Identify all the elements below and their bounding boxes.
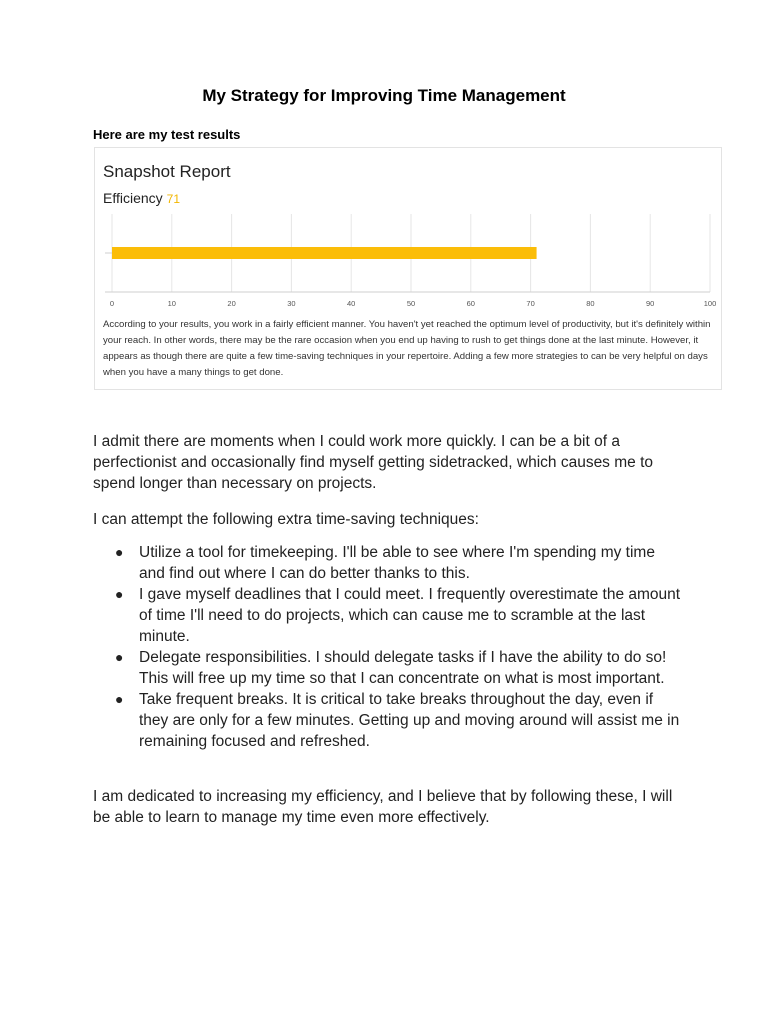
- bullet-icon: ●: [115, 586, 124, 602]
- technique-text: Take frequent breaks. It is critical to take breaks throughout the day, even if they are only for a few minutes. Getting up and moving around will assist me in remaining focused and refreshed.: [139, 691, 680, 750]
- x-tick-label: 90: [646, 299, 655, 308]
- report-description: According to your results, you work in a fairly efficient manner. You haven't yet reached the optimum level of productivity, but it's definitely within your reach. In other words, there may be the rare occasion when you end up having to rush to get things done at the last minute. However, it appears as though there are quite a few time-saving techniques in your repertoire. Adding a few more strategies to can be very helpful on days when you have a many things to get done.: [103, 319, 711, 378]
- report-title: Snapshot Report: [103, 162, 231, 181]
- bullet-icon: ●: [115, 691, 124, 707]
- x-tick-label: 40: [347, 299, 356, 308]
- x-tick-label: 30: [287, 299, 296, 308]
- document-title: My Strategy for Improving Time Management: [202, 86, 566, 105]
- x-tick-label: 10: [167, 299, 176, 308]
- x-tick-label: 80: [586, 299, 595, 308]
- x-tick-label: 20: [227, 299, 236, 308]
- x-tick-label: 0: [109, 299, 115, 308]
- x-tick-label: 60: [466, 299, 475, 308]
- x-tick-label: 70: [526, 299, 535, 308]
- technique-item: [93, 689, 683, 752]
- x-tick-label: 100: [703, 299, 717, 308]
- metric-value: 71: [166, 192, 181, 206]
- x-tick-label: 50: [406, 299, 416, 308]
- technique-item: [93, 584, 683, 647]
- paragraph-intro: I admit there are moments when I could work more quickly. I can be a bit of a perfectionist and occasionally find myself getting sidetracked, which causes me to spend longer than necessary on projects.: [93, 433, 654, 492]
- bar-efficiency: [112, 247, 537, 259]
- paragraph-techniques-lead: I can attempt the following extra time-saving techniques:: [93, 511, 479, 528]
- bullet-icon: ●: [115, 544, 124, 560]
- paragraph-conclusion: I am dedicated to increasing my efficiency, and I believe that by following these, I will be able to learn to manage my time even more effectively.: [93, 788, 673, 826]
- test-results-heading: Here are my test results: [93, 127, 241, 142]
- metric-label: Efficiency: [103, 190, 163, 206]
- snapshot-report-card: [94, 147, 722, 390]
- efficiency-metric: [103, 190, 180, 206]
- technique-text: Delegate responsibilities. I should delegate tasks if I have the ability to do so! This will free up my time so that I can concentrate on what is most important.: [139, 649, 667, 687]
- efficiency-bar-chart: [95, 212, 721, 312]
- technique-item: [93, 647, 683, 689]
- techniques-list: [93, 542, 683, 752]
- technique-text: I gave myself deadlines that I could meet. I frequently overestimate the amount of time I'll need to do projects, which can cause me to scramble at the last minute.: [139, 586, 681, 645]
- technique-item: [93, 542, 683, 584]
- bullet-icon: ●: [115, 649, 124, 665]
- technique-text: Utilize a tool for timekeeping. I'll be able to see where I'm spending my time and find out where I can do better thanks to this.: [139, 544, 655, 582]
